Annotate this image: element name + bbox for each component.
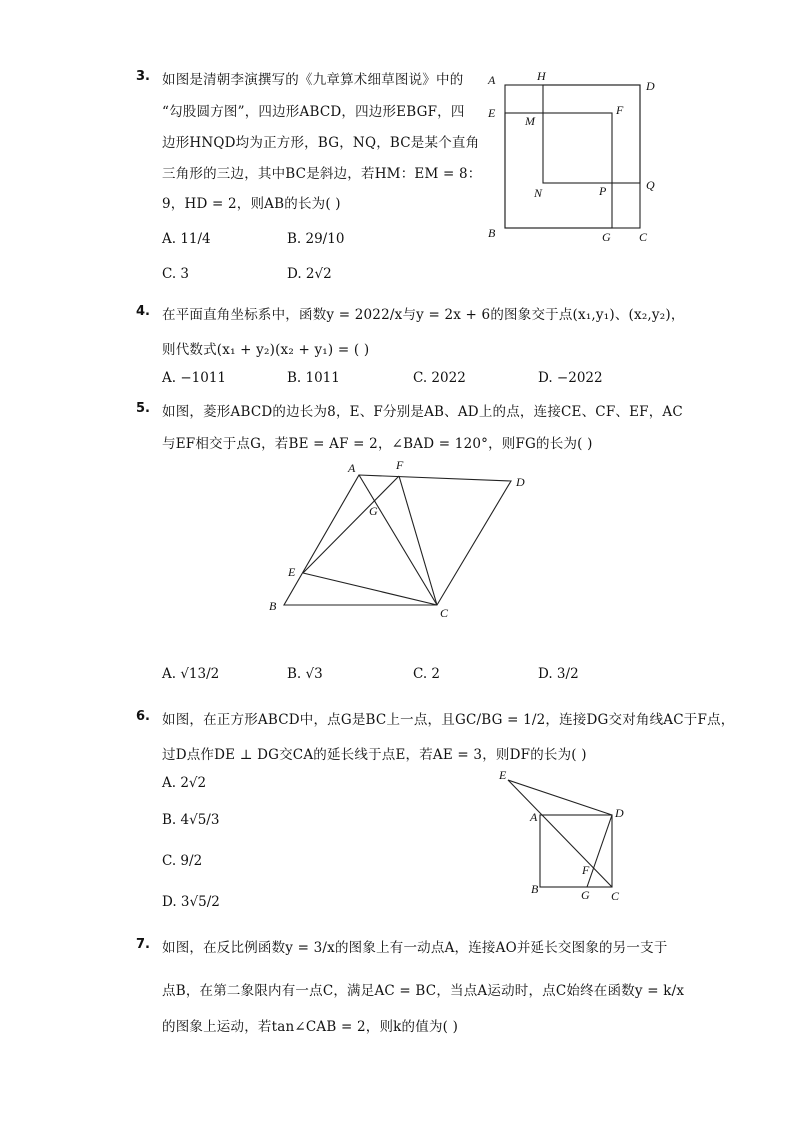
q3-option-a[interactable]: A. 11/4 xyxy=(162,231,211,247)
q3-line-5: 9，HD = 2，则AB的长为( ) xyxy=(162,196,341,212)
label-d: D xyxy=(646,79,655,93)
label-b: B xyxy=(488,226,496,240)
q3-line-4: 三角形的三边，其中BC是斜边，若HM：EM = 8： xyxy=(162,166,482,182)
segment-ef xyxy=(303,476,399,573)
label-a: A xyxy=(348,461,356,475)
q6-option-d[interactable]: D. 3√5/2 xyxy=(162,894,220,910)
q7-line-2: 点B，在第二象限内有一点C，满足AC = BC，当点A运动时，点C始终在函数y = k/x xyxy=(162,983,685,999)
q5-option-a[interactable]: A. √13/2 xyxy=(162,666,220,682)
label-n: N xyxy=(534,186,543,200)
label-g: G xyxy=(581,888,590,902)
q5-figure-rhombus xyxy=(260,455,540,625)
q5-option-c[interactable]: C. 2 xyxy=(413,666,441,682)
label-q: Q xyxy=(646,178,655,192)
q7-number: 7. xyxy=(136,937,150,952)
q5-line-2: 与EF相交于点G，若BE = AF = 2，∠BAD = 120°，则FG的长为( ) xyxy=(162,436,593,452)
label-f: F xyxy=(582,863,590,877)
label-b: B xyxy=(269,599,277,613)
label-g: G xyxy=(602,230,611,244)
q7-line-3: 的图象上运动，若tan∠CAB = 2，则k的值为( ) xyxy=(162,1019,459,1035)
q6-option-b[interactable]: B. 4√5/3 xyxy=(162,812,220,828)
q3-line-1: 如图是清朝李演撰写的《九章算术细草图说》中的 xyxy=(162,72,464,88)
segment-ec xyxy=(508,780,612,887)
label-c: C xyxy=(440,606,449,620)
q6-number: 6. xyxy=(136,709,150,724)
label-a: A xyxy=(530,810,538,824)
q4-option-b[interactable]: B. 1011 xyxy=(287,370,340,386)
label-d: D xyxy=(516,475,525,489)
q6-line-1: 如图，在正方形ABCD中，点G是BC上一点，且GC/BG = 1/2，连接DG交对角线AC于F点， xyxy=(162,712,735,728)
q4-line-1: 在平面直角坐标系中，函数y = 2022/x与y = 2x + 6的图象交于点(x₁,y₁)、(x₂,y₂)， xyxy=(162,307,685,323)
q5-line-1: 如图，菱形ABCD的边长为8，E、F分别是AB、AD上的点，连接CE、CF、EF，AC xyxy=(162,404,683,420)
square-hnqd xyxy=(543,85,640,183)
label-m: M xyxy=(525,114,535,128)
q3-line-3: 边形HNQD均为正方形，BG，NQ，BC是某个直角 xyxy=(162,135,480,151)
q4-line-2: 则代数式(x₁ + y₂)(x₂ + y₁) = ( ) xyxy=(162,342,370,358)
label-e: E xyxy=(488,106,496,120)
q4-option-d[interactable]: D. −2022 xyxy=(538,370,603,386)
label-c: C xyxy=(611,889,620,903)
q5-option-d[interactable]: D. 3/2 xyxy=(538,666,579,682)
label-d: D xyxy=(615,806,624,820)
q3-line-2: “勾股圆方图”，四边形ABCD，四边形EBGF，四 xyxy=(162,104,465,120)
label-p: P xyxy=(599,184,607,198)
label-f: F xyxy=(396,458,404,472)
q4-option-a[interactable]: A. −1011 xyxy=(162,370,226,386)
label-e: E xyxy=(288,565,296,579)
q3-option-d[interactable]: D. 2√2 xyxy=(287,266,332,282)
segment-dg xyxy=(587,815,612,887)
q5-number: 5. xyxy=(136,401,150,416)
q6-option-c[interactable]: C. 9/2 xyxy=(162,853,203,869)
label-a: A xyxy=(488,73,496,87)
segment-fc xyxy=(399,476,437,605)
q4-option-c[interactable]: C. 2022 xyxy=(413,370,466,386)
q3-figure-squares xyxy=(480,66,670,246)
q3-number: 3. xyxy=(136,69,150,84)
label-e: E xyxy=(499,768,507,782)
q5-option-b[interactable]: B. √3 xyxy=(287,666,323,682)
square-ebgf xyxy=(505,113,612,228)
q6-figure-square xyxy=(490,768,630,908)
q7-line-1: 如图，在反比例函数y = 3/x的图象上有一动点A，连接AO并延长交图象的另一支于 xyxy=(162,940,668,956)
segment-ec xyxy=(303,573,437,605)
label-h: H xyxy=(537,69,546,83)
label-f: F xyxy=(616,103,624,117)
q3-option-b[interactable]: B. 29/10 xyxy=(287,231,345,247)
label-c: C xyxy=(639,230,648,244)
q4-number: 4. xyxy=(136,304,150,319)
segment-ed xyxy=(508,780,612,815)
q6-option-a[interactable]: A. 2√2 xyxy=(162,775,207,791)
q3-option-c[interactable]: C. 3 xyxy=(162,266,190,282)
label-b: B xyxy=(531,882,539,896)
segment-ac xyxy=(359,475,437,605)
q6-line-2: 过D点作DE ⊥ DG交CA的延长线于点E，若AE = 3，则DF的长为( ) xyxy=(162,747,587,763)
label-g: G xyxy=(369,504,378,518)
